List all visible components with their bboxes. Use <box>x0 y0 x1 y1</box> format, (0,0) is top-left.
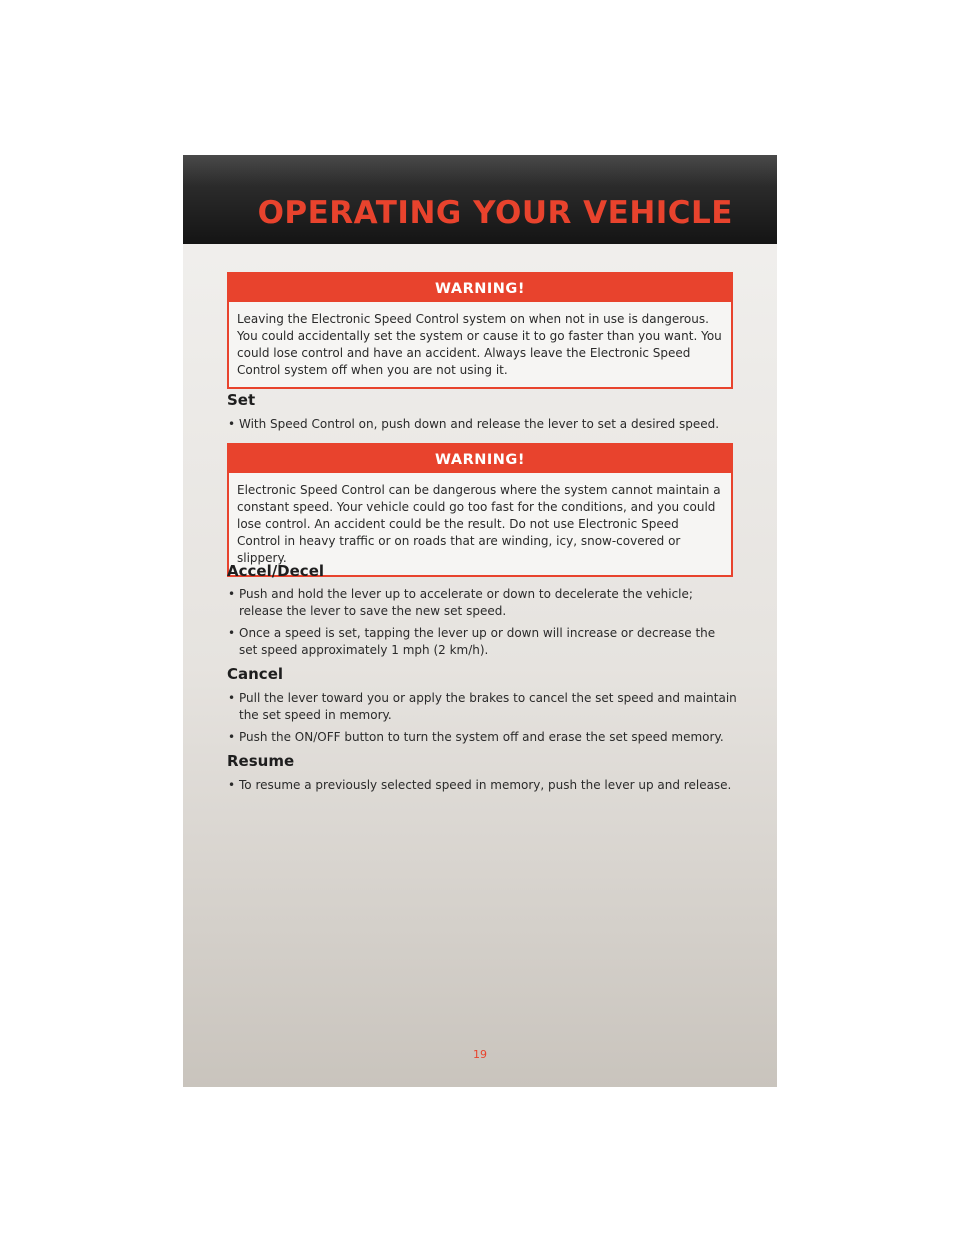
bullet-text: With Speed Control on, push down and release the lever to set a desired speed. <box>239 417 720 431</box>
list-item <box>227 586 737 620</box>
warning-text: Leaving the Electronic Speed Control system on when not in use is dangerous. You could accidentally set the system or cause it to go faster than you want. You could lose control and have an accident. Always leave the Electronic Speed Control system off when you are not using it. <box>237 312 722 377</box>
bullet-icon: • <box>228 587 236 601</box>
list-item <box>227 777 737 794</box>
heading-cancel: Cancel <box>227 665 284 683</box>
bullet-icon: • <box>228 691 236 705</box>
bullet-icon: • <box>228 778 236 792</box>
heading-accel-decel: Accel/Decel <box>227 562 325 580</box>
warning-text: Electronic Speed Control can be dangerous where the system cannot maintain a constant speed. Your vehicle could go too fast for the conditions, and you could lose control. An accident could be the result. Do not use Electronic Speed Control in heavy traffic or on roads that are winding, icy, snow-covered or slippery. <box>237 483 721 565</box>
bullet-text: To resume a previously selected speed in memory, push the lever up and release. <box>239 778 732 792</box>
bullet-icon: • <box>228 417 236 431</box>
bullet-icon: • <box>228 626 236 640</box>
bullet-text: Once a speed is set, tapping the lever up or down will increase or decrease the set speed approximately 1 mph (2 km/h). <box>239 626 716 657</box>
heading-set: Set <box>227 391 256 409</box>
list-item <box>227 625 737 659</box>
heading-resume: Resume <box>227 752 295 770</box>
warning-box-1 <box>227 272 733 389</box>
manual-page <box>183 155 777 1087</box>
section-header <box>183 155 777 244</box>
section-title: OPERATING YOUR VEHICLE <box>257 195 733 231</box>
warning-box-2 <box>227 443 733 577</box>
page-number: 19 <box>473 1048 487 1061</box>
bullet-text: Push and hold the lever up to accelerate or down to decelerate the vehicle; release the lever to save the new set speed. <box>239 587 693 618</box>
bullet-icon: • <box>228 730 236 744</box>
warning-title: WARNING! <box>229 445 731 473</box>
list-item <box>227 690 737 724</box>
list-item <box>227 729 737 746</box>
bullet-text: Push the ON/OFF button to turn the system off and erase the set speed memory. <box>239 730 724 744</box>
bullet-text: Pull the lever toward you or apply the brakes to cancel the set speed and maintain the set speed in memory. <box>239 691 737 722</box>
warning-title: WARNING! <box>229 274 731 302</box>
list-item <box>227 416 737 433</box>
